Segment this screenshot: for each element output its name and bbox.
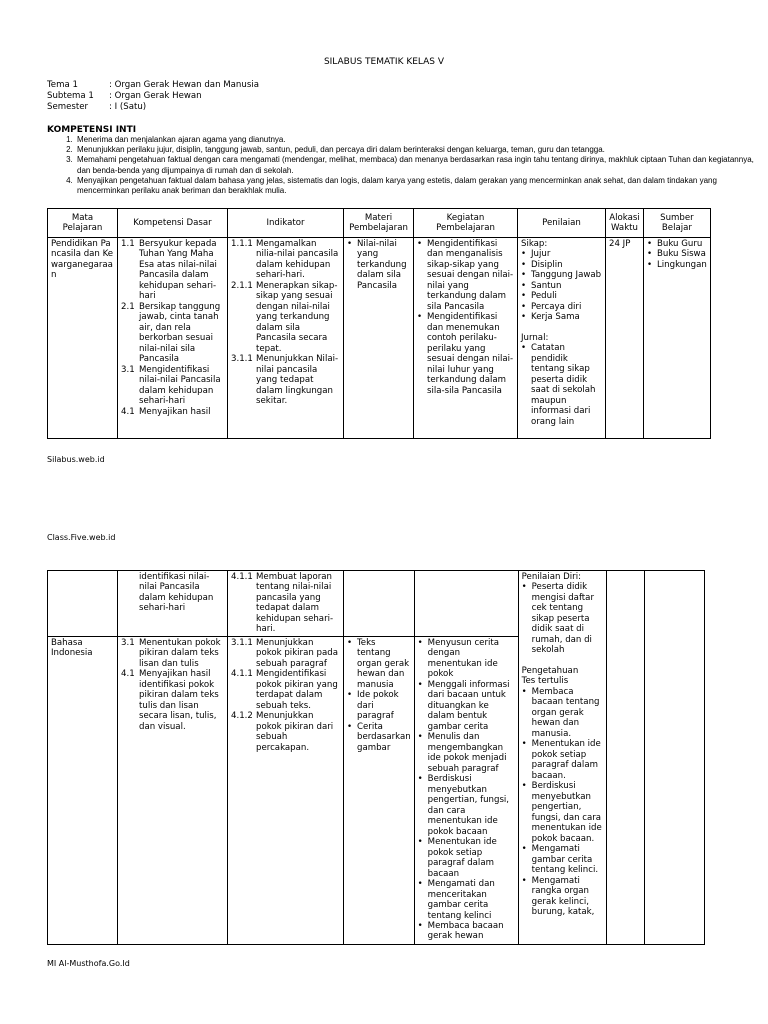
- penilaian-cell: [518, 238, 606, 439]
- kegiatan-item: • Berdiskusi menyebutkan pengertian, fungsi, dan cara menentukan ide pokok bacaan: [418, 774, 515, 837]
- indikator-cell: [228, 238, 344, 439]
- indikator-number: 3.1.1: [231, 637, 253, 648]
- materi-text: Nilai-nilai yang terkandung dalam sila Pancasila: [357, 239, 407, 291]
- indikator-item: [231, 711, 340, 753]
- subtheme-value: : Organ Gerak Hewan: [109, 91, 202, 101]
- materi-item: • Ide pokok dari paragraf: [347, 690, 411, 721]
- theme-key: Tema 1: [47, 80, 78, 90]
- kegiatan-item: • Membaca bacaan gerak hewan: [418, 921, 515, 942]
- materi-text: Ide pokok dari paragraf: [357, 690, 399, 722]
- sikap-item: • Kerja Sama: [521, 312, 580, 323]
- sumber-item: • Lingkungan: [647, 259, 707, 270]
- syllabus-table-2: [47, 570, 705, 945]
- sikap-text: Tanggung Jawab: [531, 270, 602, 281]
- header-kegiatan: Kegiatan Pembelajaran: [414, 209, 518, 238]
- table-row: [48, 571, 705, 637]
- materi-item: • Cerita berdasarkan gambar: [347, 721, 411, 753]
- tes-text: Berdiskusi menyebutkan pengertian, fungsi, dan cara menentukan ide pokok bacaan.: [531, 781, 602, 844]
- kegiatan-text: Mengamati dan menceritakan gambar cerita tentang kelinci: [427, 879, 495, 921]
- indikator-number: 1.1.1: [231, 239, 253, 249]
- kegiatan-item: • Mengidentifikasi dan menemukan contoh perilaku-perilaku yang sesuai dengan nilai-nilai luhur yang terkandung dalam sila-sila Pancasila: [417, 312, 514, 396]
- sikap-item: • Peduli: [521, 291, 557, 302]
- footer-watermark-1: Silabus.web.id: [47, 455, 105, 464]
- sumber-cell-empty: [644, 571, 704, 945]
- sumber-cell: [644, 238, 711, 439]
- sikap-label: Sikap:: [521, 239, 548, 249]
- footer-watermark-3: MI Al-Musthofa.Go.Id: [47, 959, 130, 968]
- materi-cell-empty: [344, 571, 415, 637]
- kegiatan-text: Mengidentifikasi dan menemukan contoh perilaku-perilaku yang sesuai dengan nilai-nilai luhur yang terkandung dalam sila-sila Pancasila: [427, 312, 514, 396]
- kegiatan-text: Membaca bacaan gerak hewan: [427, 920, 504, 942]
- ki-item: 2. Menunjukkan perilaku jujur, disiplin, tanggung jawab, santun, peduli, dan percaya diri dalam berinteraksi dengan keluarga, teman, guru dan tetangga.: [75, 145, 755, 155]
- materi-item: • Teks tentang organ gerak hewan dan manusia: [347, 637, 410, 690]
- indikator-item: [231, 638, 340, 669]
- header-materi: Materi Pembelajaran: [344, 209, 414, 238]
- indikator-number: 2.1.1: [231, 280, 253, 291]
- subject-cell-empty: [48, 571, 118, 637]
- header-kompetensi-dasar: Kompetensi Dasar: [118, 209, 228, 238]
- kompetensi-inti-list: [47, 135, 755, 196]
- kegiatan-item: • Menyusun cerita dengan menentukan ide pokok: [418, 638, 515, 680]
- subject-cell: Bahasa Indonesia: [48, 636, 118, 944]
- kd-item: [121, 407, 224, 417]
- sumber-item: • Buku Siswa: [647, 249, 706, 260]
- kd-text: Mengidentifikasi nilai-nilai Pancasila dalam kehidupan sehari-hari: [139, 364, 221, 407]
- indikator-item: [231, 239, 340, 281]
- kd-item: [121, 638, 224, 669]
- kegiatan-cell: [414, 636, 518, 944]
- indikator-text: Mengidentifikasi pokok pikiran yang terdapat dalam sebuah teks.: [256, 669, 338, 711]
- tes-item: • Menentukan ide pokok setiap paragraf dalam bacaan.: [521, 739, 601, 781]
- table-row: [48, 238, 711, 439]
- kd-number: 4.1: [121, 406, 135, 417]
- sikap-text: Jujur: [531, 249, 551, 260]
- header-sumber: Sumber Belajar: [644, 209, 711, 238]
- theme-row: [47, 80, 259, 91]
- kd-text: Menyajikan hasil identifikasi pokok pikiran dalam teks tulis dan lisan secara lisan, tulis, dan visual.: [139, 669, 219, 732]
- indikator-number: 4.1.1: [231, 572, 253, 582]
- sikap-text: Peduli: [531, 291, 557, 302]
- materi-item: • Nilai-nilai yang terkandung dalam sila Pancasila: [347, 239, 410, 291]
- tes-text: Mengamati gambar cerita tentang kelinci.: [531, 844, 599, 876]
- theme-info: [47, 80, 259, 113]
- materi-cell: [344, 238, 414, 439]
- sumber-text: Lingkungan: [657, 259, 707, 270]
- kegiatan-text: Menyusun cerita dengan menentukan ide pokok: [427, 637, 500, 680]
- penilaian-cell: [518, 571, 606, 945]
- tes-text: Membaca bacaan tentang organ gerak hewan dan manusia.: [531, 686, 600, 739]
- kd-item: [121, 669, 224, 732]
- indikator-cell: [228, 636, 344, 944]
- kegiatan-text: Menentukan ide pokok setiap paragraf dalam bacaan: [427, 837, 497, 879]
- kegiatan-item: • Mengamati dan menceritakan gambar cerita tentang kelinci: [418, 879, 515, 921]
- jurnal-item: • Catatan pendidik tentang sikap peserta didik saat di sekolah maupun informasi dari orang lain: [521, 343, 602, 427]
- indikator-text: Menerapkan sikap-sikap yang sesuai dengan nilai-nilai yang terkandung dalam sila Pancasila secara tepat.: [256, 280, 338, 354]
- sikap-item: • Jujur: [521, 249, 551, 260]
- kd-text: Menyajikan hasil: [139, 406, 211, 417]
- kegiatan-text: Mengidentifikasi dan menganalisis sikap-sikap yang sesuai dengan nilai-nilai yang terkandung dalam sila Pancasila: [427, 239, 514, 312]
- indikator-item: [231, 281, 340, 354]
- kegiatan-text: Menulis dan mengembangkan ide pokok menjadi sebuah paragraf: [427, 732, 507, 774]
- indikator-text: Menunjukkan pokok pikiran dari sebuah percakapan.: [256, 711, 334, 753]
- kd-text: Bersyukur kepada Tuhan Yang Maha Esa atas nilai-nilai Pancasila dalam kehidupan sehari-hari: [139, 239, 217, 302]
- indikator-number: 4.1.1: [231, 669, 253, 680]
- tes-text: Mengamati rangka organ gerak kelinci, burung, katak,: [531, 875, 595, 918]
- header-alokasi: Alokasi Waktu: [606, 209, 644, 238]
- sikap-text: Kerja Sama: [531, 312, 580, 323]
- penilaian-diri-text: Peserta didik mengisi daftar cek tentang sikap peserta didik saat di rumah, dan di sekolah: [531, 582, 594, 656]
- indikator-item: [231, 354, 340, 406]
- sikap-text: Percaya diri: [531, 301, 582, 312]
- page-title: SILABUS TEMATIK KELAS V: [323, 57, 445, 67]
- indikator-text: Mengamalkan nilia-nilai pancasila dalam kehidupan sehari-hari.: [256, 239, 339, 281]
- tes-item: • Mengamati gambar cerita tentang kelinci.: [522, 844, 603, 875]
- indikator-item: [231, 572, 340, 635]
- kegiatan-cell: [414, 238, 518, 439]
- sikap-text: Disiplin: [531, 259, 563, 270]
- subject-cell: Pendidikan Pancasila dan Kewarganegaraan: [48, 238, 118, 439]
- sikap-text: Santun: [531, 280, 562, 291]
- kd-number: 1.1: [121, 239, 135, 249]
- tes-text: Menentukan ide pokok setiap paragraf dalam bacaan.: [531, 739, 601, 781]
- theme-value: : Organ Gerak Hewan dan Manusia: [109, 80, 259, 90]
- header-penilaian: Penilaian: [518, 209, 606, 238]
- penilaian-diri-item: • Peserta didik mengisi daftar cek tentang sikap peserta didik saat di rumah, dan di sekolah: [522, 582, 603, 655]
- footer-watermark-2: Class.Five.web.id: [47, 533, 116, 542]
- sumber-text: Buku Guru: [657, 239, 703, 249]
- header-mata-pelajaran: Mata Pelajaran: [48, 209, 118, 238]
- ki-item: 4. Menyajikan pengetahuan faktual dalam bahasa yang jelas, sistematis dan logis, dalam karya yang estetis, dalam gerakan yang mencerminkan anak sehat, dan dalam tindakan yang mencerminkan perilaku anak beriman dan berakhlak mulia.: [75, 176, 755, 196]
- sumber-text: Buku Siswa: [657, 249, 706, 260]
- kd-item: [121, 302, 224, 365]
- kompetensi-inti-heading: KOMPETENSI INTI: [47, 125, 137, 135]
- alokasi-cell: 24 JP: [606, 238, 644, 439]
- indikator-cell: [228, 571, 344, 637]
- kegiatan-item: • Menentukan ide pokok setiap paragraf dalam bacaan: [418, 837, 515, 879]
- kd-item: [121, 572, 224, 614]
- penilaian-diri-label: Penilaian Diri:: [521, 572, 581, 582]
- semester-key: Semester: [47, 102, 89, 112]
- kd-item: [121, 239, 224, 302]
- kd-number: 3.1: [121, 364, 135, 375]
- kd-cell: [118, 571, 228, 637]
- kegiatan-item: • Mengidentifikasi dan menganalisis sikap-sikap yang sesuai dengan nilai-nilai yang terkandung dalam sila Pancasila: [417, 239, 514, 312]
- kd-cell: [118, 636, 228, 944]
- tes-item: • Mengamati rangka organ gerak kelinci, burung, katak,: [522, 876, 603, 918]
- kd-number: 4.1: [121, 669, 135, 680]
- sikap-item: • Percaya diri: [521, 301, 582, 312]
- alokasi-cell-empty: [606, 571, 644, 945]
- kd-text: Menentukan pokok pikiran dalam teks lisan dan tulis: [139, 637, 221, 669]
- kd-item: [121, 365, 224, 407]
- kd-number: 3.1: [121, 637, 135, 648]
- indikator-text: Membuat laporan tentang nilai-nilai pancasila yang tedapat dalam kehidupan sehari-hari.: [256, 572, 334, 635]
- kd-cell: [118, 238, 228, 439]
- table-header-row: [48, 209, 711, 238]
- syllabus-table-1: [47, 208, 711, 439]
- kd-text: Bersikap tanggung jawab, cinta tanah air, dan rela berkorban sesuai nilai-nilai sila Pancasila: [139, 301, 221, 365]
- kd-text: identifikasi nilai-nilai Pancasila dalam kehidupan sehari-hari: [139, 572, 214, 614]
- semester-row: [47, 102, 259, 113]
- sikap-item: • Tanggung Jawab: [521, 270, 602, 281]
- materi-text: Teks tentang organ gerak hewan dan manusia: [357, 637, 410, 690]
- tes-label: Tes tertulis: [521, 676, 569, 687]
- kegiatan-text: Berdiskusi menyebutkan pengertian, fungsi, dan cara menentukan ide pokok bacaan: [427, 774, 510, 837]
- materi-text: Cerita berdasarkan gambar: [357, 721, 411, 753]
- sikap-item: • Disiplin: [521, 259, 563, 270]
- kegiatan-item: • Menggali informasi dari bacaan untuk dituangkan ke dalam bentuk gambar cerita: [418, 680, 515, 732]
- jurnal-text: Catatan pendidik tentang sikap peserta didik saat di sekolah maupun informasi dari orang lain: [531, 343, 596, 427]
- jurnal-label: Jurnal:: [521, 332, 549, 343]
- tes-item: • Membaca bacaan tentang organ gerak hewan dan manusia.: [522, 687, 603, 739]
- ki-item: 1. Menerima dan menjalankan ajaran agama yang dianutnya.: [75, 135, 755, 145]
- subtheme-row: [47, 91, 259, 102]
- kegiatan-cell-empty: [414, 571, 518, 637]
- subtheme-key: Subtema 1: [47, 91, 94, 101]
- indikator-number: 4.1.2: [231, 711, 253, 722]
- sikap-item: • Santun: [521, 280, 562, 291]
- semester-value: : I (Satu): [109, 102, 147, 112]
- sumber-item: • Buku Guru: [647, 239, 703, 249]
- kegiatan-item: • Menulis dan mengembangkan ide pokok menjadi sebuah paragraf: [418, 732, 515, 774]
- indikator-number: 3.1.1: [231, 354, 253, 365]
- kd-number: 2.1: [121, 301, 135, 312]
- header-indikator: Indikator: [228, 209, 344, 238]
- pengetahuan-label: Pengetahuan: [521, 665, 579, 676]
- kegiatan-text: Menggali informasi dari bacaan untuk dituangkan ke dalam bentuk gambar cerita: [427, 679, 510, 732]
- materi-cell: [344, 636, 415, 944]
- ki-item: 3. Memahami pengetahuan faktual dengan cara mengamati (mendengar, melihat, membaca) dan menanya berdasarkan rasa ingin tahu tentang dirinya, makhluk ciptaan Tuhan dan kegiatannya, dan benda-benda yang dijumpainya di rumah dan di sekolah.: [75, 155, 755, 175]
- indikator-text: Menunjukkan Nilai-nilai pancasila yang tedapat dalam lingkungan sekitar.: [256, 354, 339, 407]
- tes-item: • Berdiskusi menyebutkan pengertian, fungsi, dan cara menentukan ide pokok bacaan.: [521, 781, 602, 844]
- indikator-text: Menunjukkan pokok pikiran pada sebuah paragraf: [256, 637, 338, 669]
- indikator-item: [231, 669, 340, 711]
